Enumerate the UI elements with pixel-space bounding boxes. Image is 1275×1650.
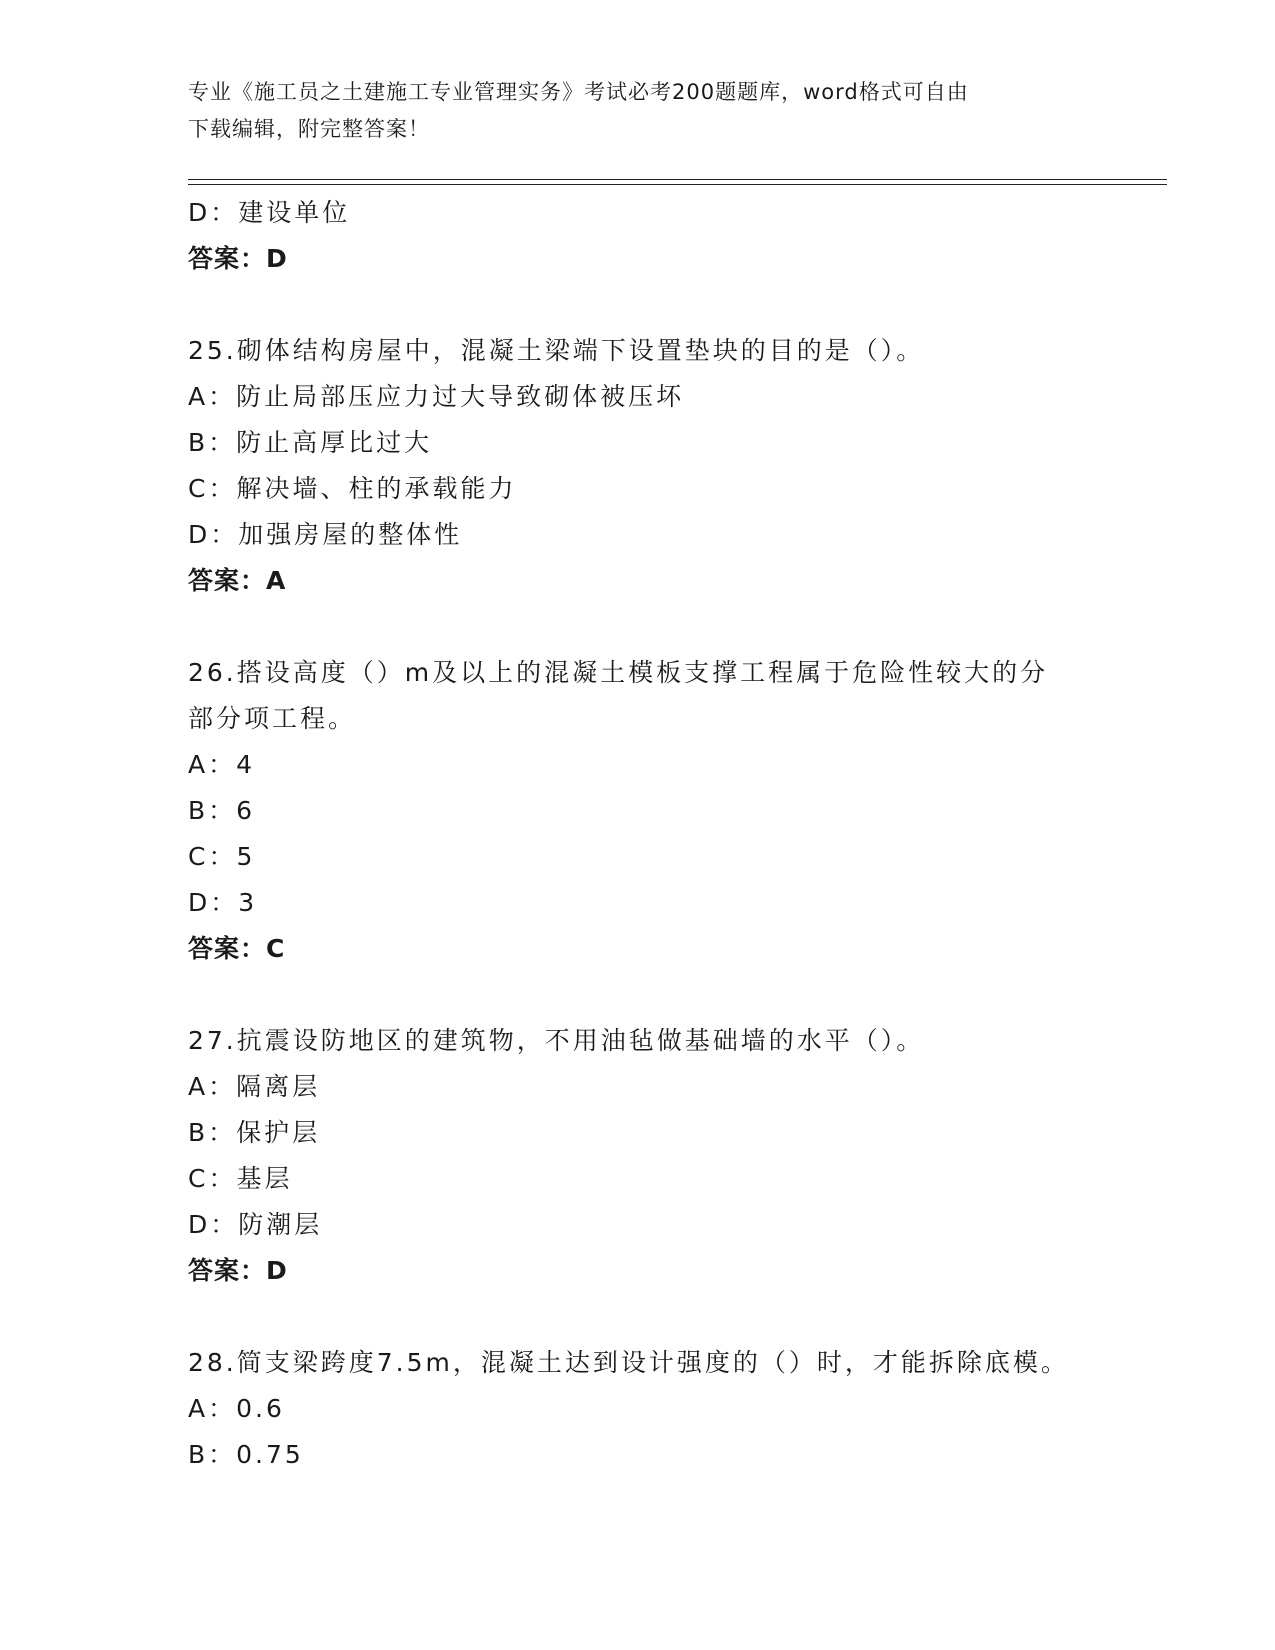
answer-label: 答案：D	[188, 1256, 288, 1285]
question-stem-line-1: 26.搭设高度（）m及以上的混凝土模板支撑工程属于危险性较大的分	[188, 658, 1049, 687]
question-stem-line-2: 部分项工程。	[188, 704, 357, 733]
option-d: D：防潮层	[188, 1210, 323, 1239]
question-block-25	[188, 328, 1088, 604]
question-stem: 28.简支梁跨度7.5m，混凝土达到设计强度的（）时，才能拆除底模。	[188, 1348, 1069, 1377]
question-stem: 27.抗震设防地区的建筑物，不用油毡做基础墙的水平（）。	[188, 1026, 925, 1055]
question-block-28	[188, 1340, 1088, 1478]
header-line-1: 专业《施工员之土建施工专业管理实务》考试必考200题题库，word格式可自由	[188, 80, 969, 104]
header-line-2: 下载编辑，附完整答案！	[188, 117, 430, 141]
option-c: C：基层	[188, 1164, 293, 1193]
option-d: D：建设单位	[188, 198, 351, 227]
answer-label: 答案：C	[188, 934, 286, 963]
page-header	[188, 74, 1088, 148]
option-b: B：保护层	[188, 1118, 321, 1147]
option-c: C：解决墙、柱的承载能力	[188, 474, 517, 503]
answer-label: 答案：D	[188, 244, 288, 273]
option-c: C：5	[188, 842, 256, 871]
option-a: A：0.6	[188, 1394, 285, 1423]
question-block-26	[188, 650, 1088, 972]
option-b: B：0.75	[188, 1440, 304, 1469]
question-stem: 25.砌体结构房屋中，混凝土梁端下设置垫块的目的是（）。	[188, 336, 925, 365]
option-d: D：3	[188, 888, 258, 917]
option-a: A：隔离层	[188, 1072, 321, 1101]
spacer	[188, 1294, 1088, 1340]
question-block-previous	[188, 190, 1088, 282]
spacer	[188, 604, 1088, 650]
option-a: A：防止局部压应力过大导致砌体被压坏	[188, 382, 685, 411]
header-divider-bottom	[188, 184, 1167, 185]
option-b: B：防止高厚比过大	[188, 428, 433, 457]
option-a: A：4	[188, 750, 256, 779]
header-divider-top	[188, 179, 1167, 180]
question-block-27	[188, 1018, 1088, 1294]
option-d: D：加强房屋的整体性	[188, 520, 463, 549]
option-b: B：6	[188, 796, 256, 825]
question-list	[188, 190, 1088, 1478]
answer-label: 答案：A	[188, 566, 287, 595]
spacer	[188, 282, 1088, 328]
spacer	[188, 972, 1088, 1018]
